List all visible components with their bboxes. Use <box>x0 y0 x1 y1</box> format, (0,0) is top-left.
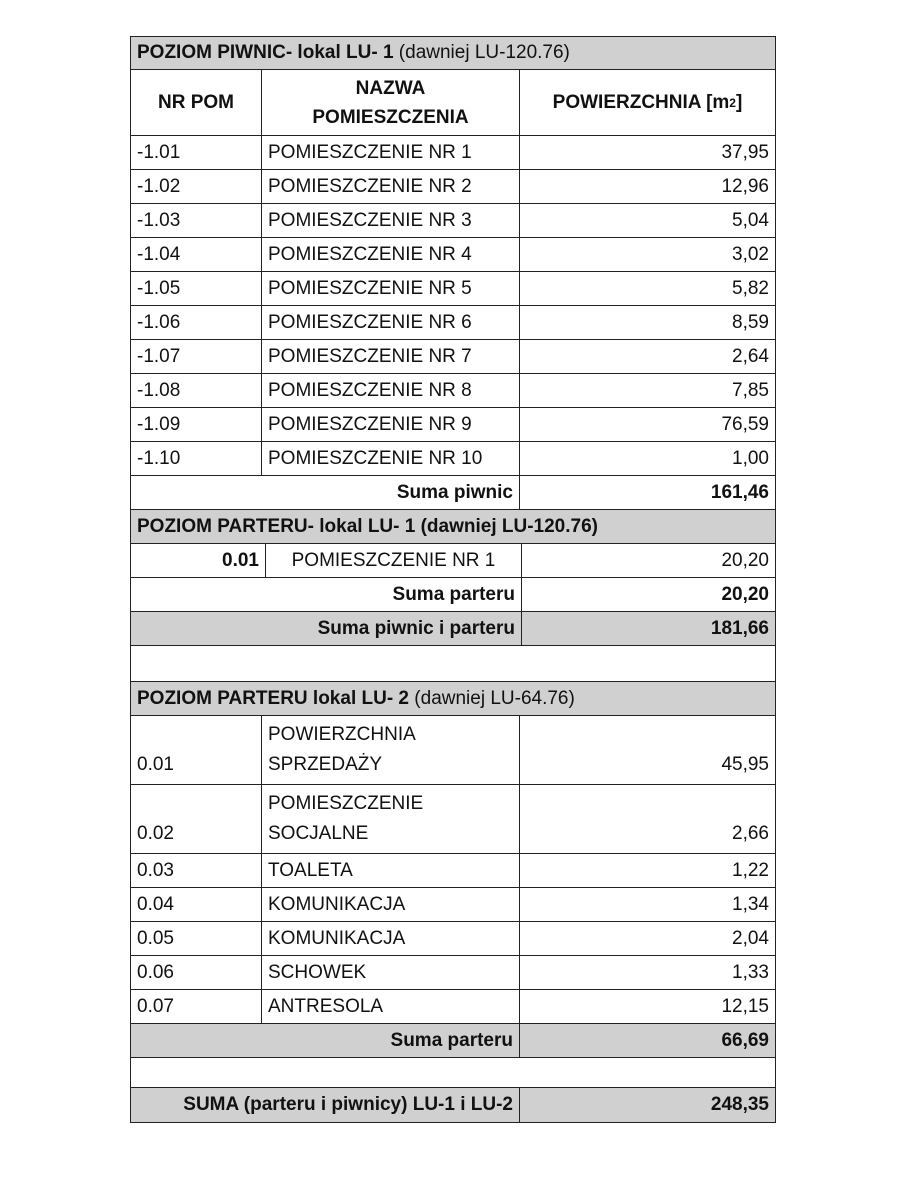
cell-name: POMIESZCZENIE NR 8 <box>262 374 520 407</box>
table-row <box>130 888 776 922</box>
cell-nr: 0.04 <box>131 888 262 921</box>
cell-nr: -1.05 <box>131 272 262 305</box>
cell-area: 1,34 <box>732 893 769 915</box>
cell-name: TOALETA <box>262 854 520 887</box>
cell-nr: -1.10 <box>131 442 262 475</box>
cell-area: 1,00 <box>732 447 769 469</box>
section-title-basement <box>130 36 776 70</box>
section-title-bold: POZIOM PIWNIC- lokal LU- 1 <box>137 42 394 63</box>
cell-nr: -1.08 <box>131 374 262 407</box>
cell-area: 5,04 <box>732 209 769 231</box>
cell-name: POMIESZCZENIE NR 3 <box>262 204 520 237</box>
cell-area: 7,85 <box>732 379 769 401</box>
cell-name <box>262 785 520 853</box>
cell-name-line2: SOCJALNE <box>268 823 369 844</box>
total-label: Suma piwnic i parteru <box>131 612 522 645</box>
table-row <box>130 544 776 578</box>
cell-nr: -1.04 <box>131 238 262 271</box>
cell-area: 5,82 <box>732 277 769 299</box>
sum-value: 20,20 <box>721 583 769 605</box>
cell-nr: -1.01 <box>131 136 262 169</box>
total-value: 181,66 <box>710 617 769 639</box>
table-row <box>130 272 776 306</box>
table-row <box>130 922 776 956</box>
cell-name <box>262 716 520 784</box>
cell-name: POMIESZCZENIE NR 10 <box>262 442 520 475</box>
table-row <box>130 716 776 785</box>
cell-name-line1: POWIERZCHNIA <box>268 724 416 745</box>
section-title-note: (dawniej LU-64.76) <box>409 687 575 709</box>
cell-nr: 0.02 <box>131 785 262 853</box>
cell-nr: -1.07 <box>131 340 262 373</box>
table-row <box>130 956 776 990</box>
table-row <box>130 854 776 888</box>
cell-nr: -1.09 <box>131 408 262 441</box>
table-row <box>130 340 776 374</box>
cell-nr: -1.03 <box>131 204 262 237</box>
table-row <box>130 374 776 408</box>
section-title-ground-lu1 <box>130 510 776 544</box>
cell-nr: 0.01 <box>131 716 262 784</box>
cell-nr: 0.06 <box>131 956 262 989</box>
header-name <box>262 70 520 135</box>
cell-area: 12,96 <box>721 175 769 197</box>
cell-area: 1,33 <box>732 961 769 983</box>
grand-total-value: 248,35 <box>710 1094 769 1115</box>
table-row <box>130 136 776 170</box>
header-name-line2: POMIESZCZENIA <box>312 106 469 128</box>
total-row-lu1 <box>130 612 776 646</box>
table-row <box>130 408 776 442</box>
cell-name: POMIESZCZENIE NR 5 <box>262 272 520 305</box>
cell-area: 76,59 <box>721 413 769 435</box>
cell-area: 2,66 <box>732 823 769 844</box>
sum-label: Suma piwnic <box>131 476 520 509</box>
cell-name-line1: POMIESZCZENIE <box>268 793 424 814</box>
cell-area: 1,22 <box>732 859 769 881</box>
cell-nr: 0.07 <box>131 990 262 1023</box>
cell-name: POMIESZCZENIE NR 7 <box>262 340 520 373</box>
header-area <box>520 70 775 135</box>
sum-row-basement <box>130 476 776 510</box>
cell-area: 3,02 <box>732 243 769 265</box>
table-row <box>130 238 776 272</box>
cell-area: 12,15 <box>721 995 769 1017</box>
table-row <box>130 204 776 238</box>
cell-name-line2: SPRZEDAŻY <box>268 754 383 775</box>
cell-name: POMIESZCZENIE NR 6 <box>262 306 520 339</box>
cell-nr: -1.02 <box>131 170 262 203</box>
column-header-row <box>130 70 776 136</box>
header-area-text: POWIERZCHNIA [m <box>552 91 730 113</box>
cell-name: POMIESZCZENIE NR 1 <box>266 544 522 577</box>
table-row <box>130 785 776 854</box>
section-title-text: POZIOM PARTERU- lokal LU- 1 (dawniej LU-120.76) <box>137 515 598 537</box>
cell-area: 20,20 <box>721 549 769 571</box>
spacer-row <box>130 646 776 682</box>
cell-name: POMIESZCZENIE NR 4 <box>262 238 520 271</box>
cell-name: ANTRESOLA <box>262 990 520 1023</box>
cell-area: 45,95 <box>721 754 769 775</box>
header-name-line1: NAZWA <box>355 77 426 99</box>
cell-area: 8,59 <box>732 311 769 333</box>
cell-nr: 0.03 <box>131 854 262 887</box>
header-area-sup: 2 <box>729 95 736 110</box>
area-table <box>130 36 776 1123</box>
table-row <box>130 306 776 340</box>
sum-value: 66,69 <box>721 1029 769 1051</box>
cell-name: POMIESZCZENIE NR 2 <box>262 170 520 203</box>
sum-label: Suma parteru <box>131 578 522 611</box>
spacer-row <box>130 1058 776 1088</box>
table-row <box>130 442 776 476</box>
cell-name: POMIESZCZENIE NR 1 <box>262 136 520 169</box>
cell-area: 37,95 <box>721 141 769 163</box>
grand-total-row <box>130 1088 776 1123</box>
cell-nr: -1.06 <box>131 306 262 339</box>
cell-nr: 0.01 <box>131 544 266 577</box>
header-area-end: ] <box>735 91 743 113</box>
cell-name: KOMUNIKACJA <box>262 922 520 955</box>
section-title-bold: POZIOM PARTERU lokal LU- 2 <box>137 687 410 709</box>
cell-area: 2,64 <box>732 345 769 367</box>
cell-name: KOMUNIKACJA <box>262 888 520 921</box>
section-title-note: (dawniej LU-120.76) <box>393 42 570 63</box>
sum-label: Suma parteru <box>131 1024 520 1057</box>
grand-total-label: SUMA (parteru i piwnicy) LU-1 i LU-2 <box>131 1088 520 1122</box>
sum-value: 161,46 <box>710 481 769 503</box>
cell-nr: 0.05 <box>131 922 262 955</box>
section-title-ground-lu2 <box>130 682 776 716</box>
cell-area: 2,04 <box>732 927 769 949</box>
table-row <box>130 990 776 1024</box>
cell-name: POMIESZCZENIE NR 9 <box>262 408 520 441</box>
table-row <box>130 170 776 204</box>
cell-name: SCHOWEK <box>262 956 520 989</box>
header-nr: NR POM <box>131 70 262 135</box>
sum-row-ground-lu2 <box>130 1024 776 1058</box>
sum-row-ground-lu1 <box>130 578 776 612</box>
